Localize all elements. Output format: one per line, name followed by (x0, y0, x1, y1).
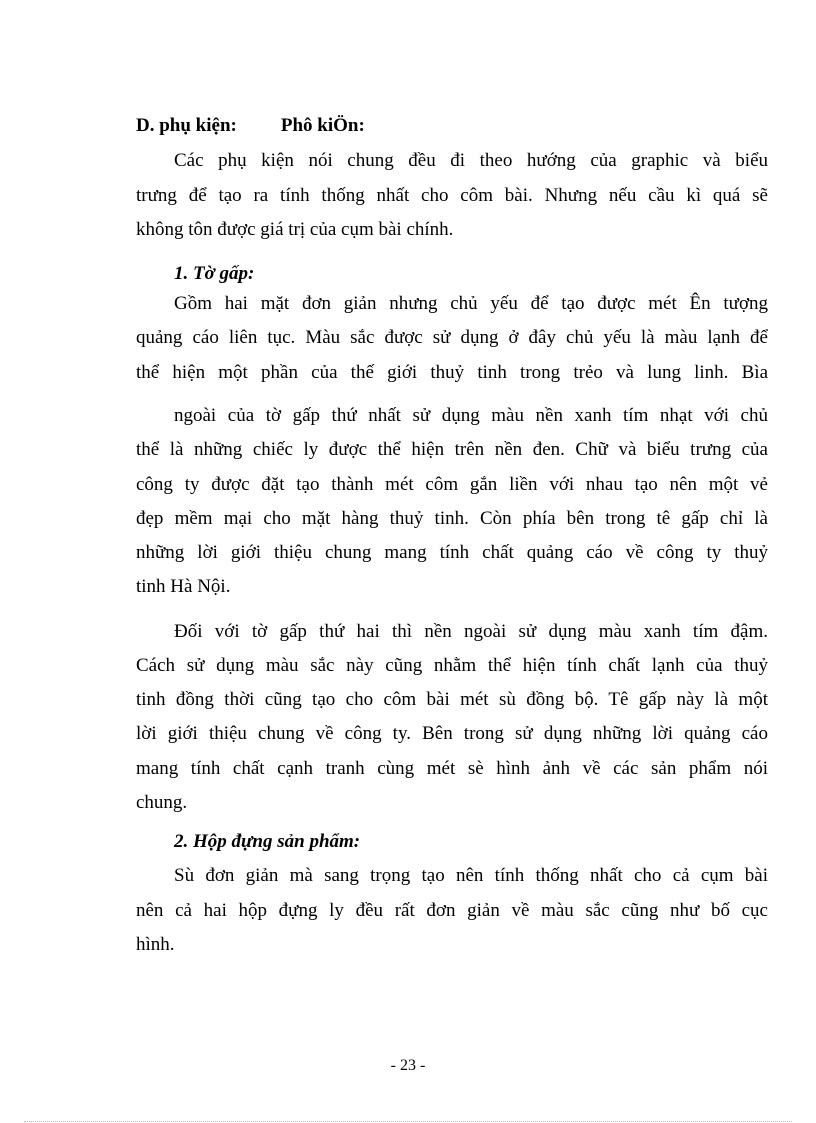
section-heading-label: D. phụ kiện: (136, 115, 237, 136)
sub1-p3-line-1: Đối với tờ gấp thứ hai thì nền ngoài sử dụng màu xanh tím đậm. (174, 621, 768, 642)
sub1-p1-line-3: thể hiện một phần của thế giới thuỷ tinh trong trẻo và lung linh. Bìa (136, 362, 768, 383)
intro-line-1: Các phụ kiện nói chung đều đi theo hướng của graphic và biểu (174, 150, 768, 171)
page-number: - 23 - (390, 1057, 426, 1074)
sub1-p3-line-6: chung. (136, 792, 188, 813)
sub1-p2-line-2: thể là những chiếc ly được thể hiện trên nền đen. Chữ và biểu trưng của (136, 439, 768, 460)
sub1-p3-line-2: Cách sử dụng màu sắc này cũng nhằm thể hiện tính chất lạnh của thuỷ (136, 655, 768, 676)
sub1-p2-line-6: tinh Hà Nội. (136, 576, 231, 597)
sub1-p2-line-3: công ty được đặt tạo thành mét côm gắn liền với nhau tạo nên một vẻ (136, 474, 768, 495)
sub1-p3-line-3: tinh đồng thời cũng tạo cho côm bài mét sù đồng bộ. Tê gấp này là một (136, 689, 768, 710)
sub1-p3-line-4: lời giới thiệu chung về công ty. Bên trong sử dụng những lời quảng cáo (136, 723, 768, 744)
subsection-2-title: 2. Hộp đựng sản phẩm: (174, 831, 361, 852)
intro-line-2: trưng để tạo ra tính thống nhất cho côm bài. Nhưng nếu cầu kì quá sẽ (136, 185, 768, 206)
intro-line-3: không tôn được giá trị của cụm bài chính. (136, 219, 454, 240)
sub1-p1-line-1: Gồm hai mặt đơn giản nhưng chủ yếu để tạo được mét Ên tượng (174, 293, 768, 314)
sub1-p2-line-5: những lời giới thiệu chung mang tính chất quảng cáo về công ty thuỷ (136, 542, 768, 563)
subsection-1-title: 1. Tờ gấp: (174, 263, 255, 284)
sub1-p2-line-1: ngoài của tờ gấp thứ nhất sử dụng màu nền xanh tím nhạt với chủ (174, 405, 768, 426)
sub1-p3-line-5: mang tính chất cạnh tranh cùng mét sè hình ảnh về các sản phẩm nói (136, 758, 768, 779)
section-heading-label-alt: Phô kiÖn: (280, 115, 365, 136)
sub2-p1-line-2: nên cả hai hộp đựng ly đều rất đơn giản về màu sắc cũng như bố cục (136, 900, 768, 921)
section-heading (136, 114, 365, 138)
sub2-p1-line-3: hình. (136, 934, 175, 955)
sub1-p2-line-4: đẹp mềm mại cho mặt hàng thuỷ tinh. Còn phía bên trong tê gấp chỉ là (136, 508, 768, 529)
page-bottom-divider (24, 1121, 792, 1122)
sub1-p1-line-2: quảng cáo liên tục. Màu sắc được sử dụng ở đây chủ yếu là màu lạnh để (136, 327, 768, 348)
sub2-p1-line-1: Sù đơn giản mà sang trọng tạo nên tính thống nhất cho cả cụm bài (174, 865, 768, 886)
